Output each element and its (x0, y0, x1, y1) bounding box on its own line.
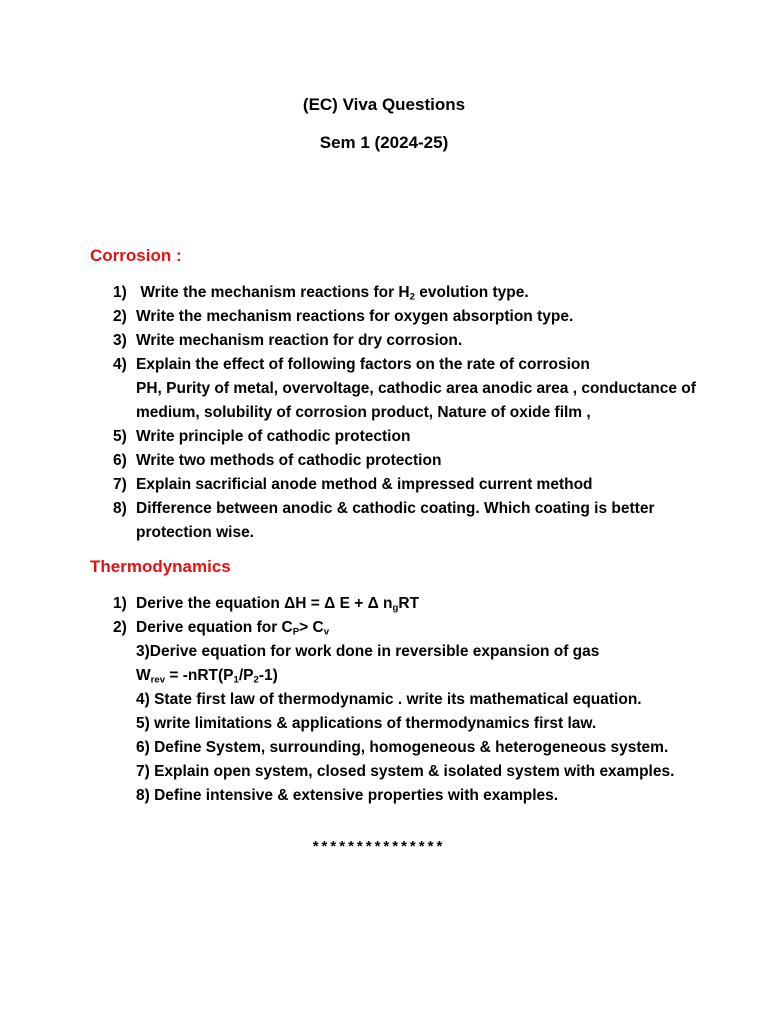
question-text: Explain sacrificial anode method & impressed current method (136, 476, 593, 493)
question-text: Derive the equation ΔH = Δ E + Δ $n_gRT$ (136, 595, 420, 614)
thermodynamics-question-7 (113, 760, 713, 784)
question-number: 1) (113, 284, 127, 301)
thermodynamics-question-2 (113, 616, 713, 640)
question-text: Write the mechanism reactions for oxygen absorption type. (136, 308, 574, 325)
question-number: 3) (113, 332, 127, 349)
question-text: Write two methods of cathodic protection (136, 452, 442, 469)
corrosion-heading: Corrosion : (90, 246, 182, 265)
question-number: 4) (113, 356, 127, 373)
corrosion-question-3 (113, 329, 713, 353)
corrosion-question-list (113, 281, 713, 545)
question-text: 5) write limitations & applications of thermodynamics first law. (136, 715, 597, 732)
corrosion-question-7 (113, 473, 713, 497)
question-number: 2) (113, 619, 127, 636)
footer-separator: *************** (312, 838, 446, 855)
question-text: Write principle of cathodic protection (136, 428, 411, 445)
question-number: 5) (113, 428, 127, 445)
corrosion-question-1 (113, 281, 713, 305)
question-number: 6) (113, 452, 127, 469)
document-title: (EC) Viva Questions (302, 95, 466, 114)
thermodynamics-question-list (113, 592, 713, 808)
question-number: 7) (113, 476, 127, 493)
corrosion-question-5 (113, 425, 713, 449)
question-number: 1) (113, 595, 127, 612)
thermodynamics-question-6 (113, 736, 713, 760)
question-number: 2) (113, 308, 127, 325)
corrosion-question-4 (113, 353, 713, 425)
question-text: Derive equation for $C_P> C_v$ (136, 619, 330, 638)
question-number: 8) (113, 500, 127, 517)
thermodynamics-question-8 (113, 784, 713, 808)
corrosion-question-6 (113, 449, 713, 473)
question-text: Explain the effect of following factors on the rate of corrosion (136, 356, 590, 373)
work-equation: $W_{rev} = -nRT(P_1/P_2-1)$ (136, 667, 278, 686)
thermodynamics-question-5 (113, 712, 713, 736)
question-text: Write the mechanism reactions for $H_2$ evolution type. (140, 284, 529, 303)
question-text: 6) Define System, surrounding, homogeneous & heterogeneous system. (136, 739, 669, 756)
question-text: 4) State first law of thermodynamic . write its mathematical equation. (136, 691, 642, 708)
question-text: 7) Explain open system, closed system & isolated system with examples. (136, 763, 675, 780)
thermodynamics-heading: Thermodynamics (90, 557, 231, 576)
question-text: 8) Define intensive & extensive properties with examples. (136, 787, 559, 804)
question-text: Difference between anodic & cathodic coating. Which coating is better protection wise. (136, 500, 655, 541)
thermodynamics-question-4 (113, 688, 713, 712)
thermodynamics-question-3 (113, 640, 713, 688)
question-text: Write mechanism reaction for dry corrosion. (136, 332, 463, 349)
corrosion-question-2 (113, 305, 713, 329)
question-continuation: PH, Purity of metal, overvoltage, cathodic area anodic area , conductance of medium, solubility of corrosion product, Nature of oxide film , (136, 380, 696, 421)
semester-label: Sem 1 (2024-25) (319, 133, 449, 152)
question-text: 3)Derive equation for work done in reversible expansion of gas (136, 643, 600, 660)
corrosion-question-8 (113, 497, 713, 545)
thermodynamics-question-1 (113, 592, 713, 616)
